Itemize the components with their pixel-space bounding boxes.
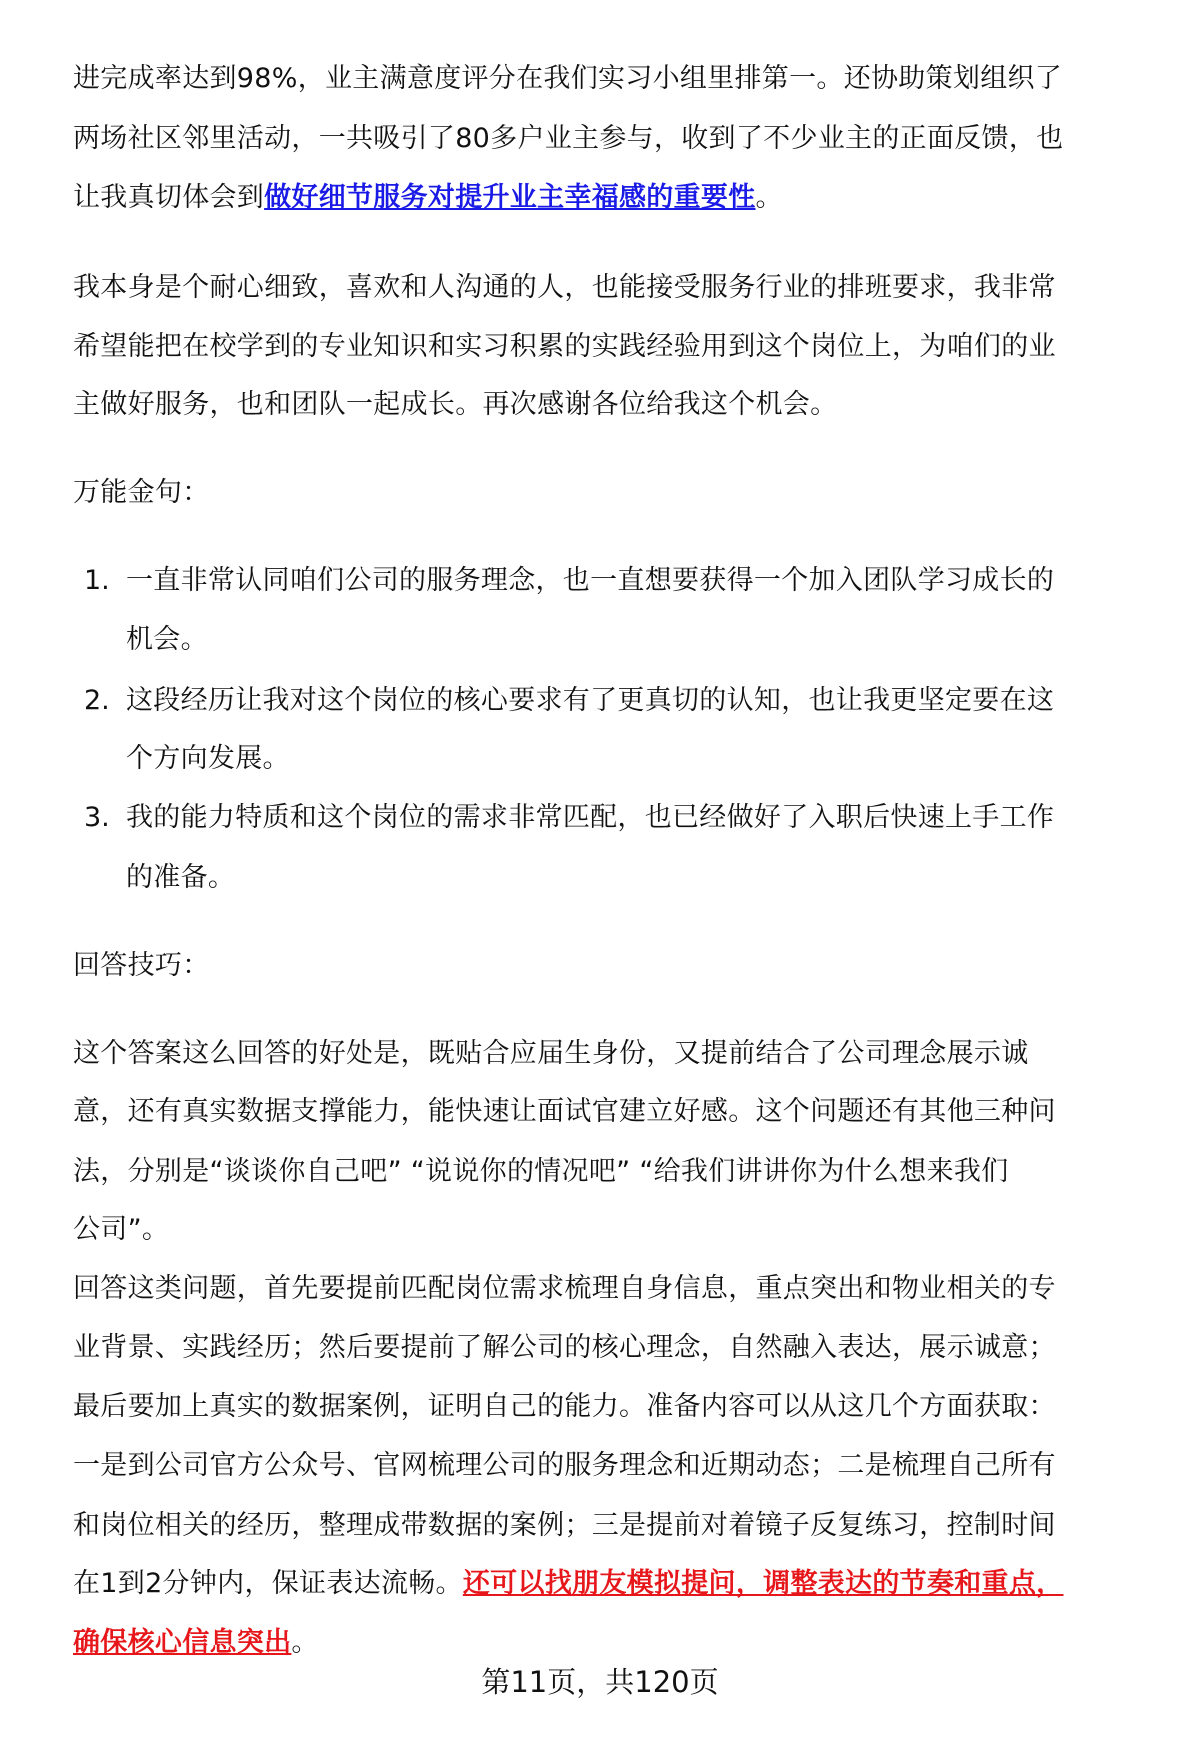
highlight-red: 还可以找朋友模拟提问，调整表达的节奏和重点， — [462, 1568, 1064, 1599]
text: 让我真切体会到 — [73, 182, 265, 213]
text-line: 意，还有真实数据支撑能力，能快速让面试官建立好感。这个问题还有其他三种问 — [73, 1096, 1056, 1127]
text-line: 进完成率达到98%，业主满意度评分在我们实习小组里排第一。还协助策划组织了 — [73, 63, 1063, 94]
text: 。 — [755, 182, 783, 213]
page-number: 第11页，共120页 — [481, 1665, 719, 1699]
text-line: 最后要加上真实的数据案例，证明自己的能力。准备内容可以从这几个方面获取： — [73, 1391, 1056, 1422]
text-line: 两场社区邻里活动，一共吸引了80多户业主参与，收到了不少业主的正面反馈，也 — [73, 123, 1064, 154]
text-line: 这个答案这么回答的好处是，既贴合应届生身份，又提前结合了公司理念展示诚 — [73, 1038, 1029, 1069]
text-line: 公司”。 — [73, 1214, 170, 1245]
list-item: 机会。 — [126, 624, 208, 655]
text-line: 主做好服务，也和团队一起成长。再次感谢各位给我这个机会。 — [73, 389, 838, 420]
list-number: 2. — [84, 685, 110, 716]
list-item: 一直非常认同咱们公司的服务理念，也一直想要获得一个加入团队学习成长的 — [126, 565, 1055, 596]
list-item: 的准备。 — [126, 862, 236, 893]
list-item: 这段经历让我对这个岗位的核心要求有了更真切的认知，也让我更坚定要在这 — [126, 685, 1055, 716]
list-number: 3. — [84, 802, 110, 833]
text: 在1到2分钟内，保证表达流畅。 — [73, 1568, 463, 1599]
tips-title: 回答技巧： — [73, 950, 210, 981]
text-line — [73, 1564, 1063, 1604]
text-line: 我本身是个耐心细致，喜欢和人沟通的人，也能接受服务行业的排班要求，我非常 — [73, 272, 1056, 303]
text-line — [73, 178, 783, 218]
text-line: 一是到公司官方公众号、官网梳理公司的服务理念和近期动态；二是梳理自己所有 — [73, 1450, 1056, 1481]
golden-title: 万能金句： — [73, 477, 210, 508]
text-line: 回答这类问题，首先要提前匹配岗位需求梳理自身信息，重点突出和物业相关的专 — [73, 1273, 1056, 1304]
list-item: 我的能力特质和这个岗位的需求非常匹配，也已经做好了入职后快速上手工作 — [126, 802, 1055, 833]
list-number: 1. — [84, 565, 110, 596]
text: 。 — [291, 1627, 319, 1658]
highlight-blue: 做好细节服务对提升业主幸福感的重要性 — [264, 182, 756, 213]
text-line: 和岗位相关的经历，整理成带数据的案例；三是提前对着镜子反复练习，控制时间 — [73, 1510, 1056, 1541]
text-line: 法，分别是“谈谈你自己吧” “说说你的情况吧” “给我们讲讲你为什么想来我们 — [73, 1156, 1009, 1187]
text-line — [73, 1623, 319, 1663]
text-line: 业背景、实践经历；然后要提前了解公司的核心理念，自然融入表达，展示诚意； — [73, 1332, 1056, 1363]
text-line: 希望能把在校学到的专业知识和实习积累的实践经验用到这个岗位上，为咱们的业 — [73, 331, 1056, 362]
highlight-red: 确保核心信息突出 — [73, 1627, 292, 1658]
list-item: 个方向发展。 — [126, 743, 290, 774]
